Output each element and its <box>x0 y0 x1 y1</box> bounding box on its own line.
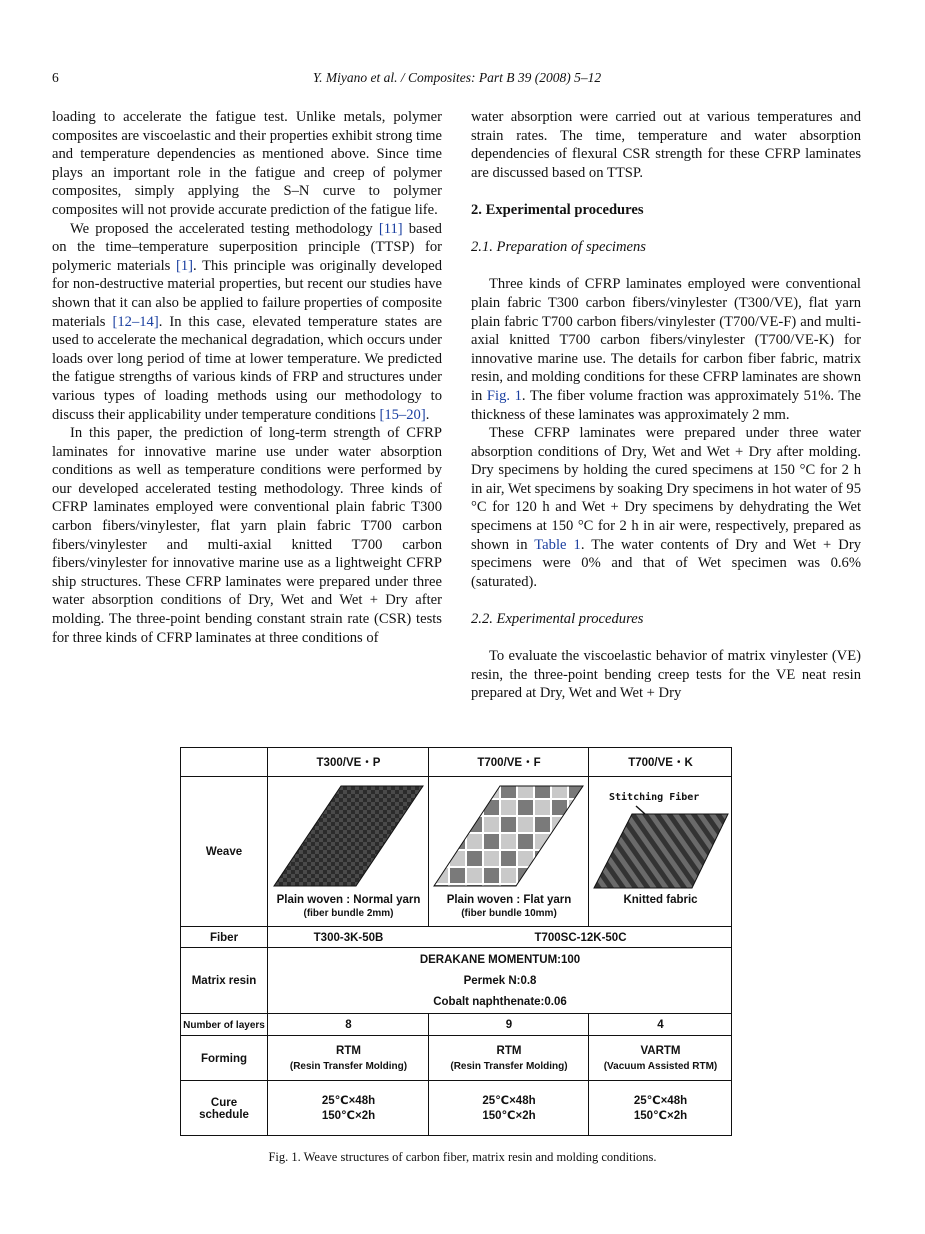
weave-label-flat: Plain woven : Flat yarn (fiber bundle 10mm) <box>446 894 572 919</box>
stitching-fiber-label: Stitching Fiber <box>609 792 700 803</box>
citation-link[interactable]: [1] <box>176 257 194 274</box>
subsection-heading: 2.2. Experimental procedures <box>471 611 644 628</box>
forming-t700-k: VARTM (Vacuum Assisted RTM) <box>603 1044 718 1072</box>
citation-link[interactable]: [11] <box>378 220 403 237</box>
subsection-heading: 2.1. Preparation of specimens <box>471 239 646 256</box>
paragraph: Three kinds of CFRP laminates employed were conventional plain fabric T300 carbon fibers/vinylester (T300/VE), flat yarn plain fabric T700 carbon fibers/vinylester (T700/VE-F) and multi-axial knitted T700 carbon fibers/vinylester (T700/VE-K) for innovative marine use. The details for carbon fiber fabric, matrix resin, and molding conditions for these CFRP laminates are shown in Fig. 1. The fiber volume fraction was approximately 51%. The thickness of these laminates was approximately 2 mm. <box>471 276 862 423</box>
table-link[interactable]: Table 1 <box>534 536 581 553</box>
fiber-t700: T700SC-12K-50C <box>534 931 627 944</box>
paragraph: loading to accelerate the fatigue test. Unlike metals, polymer composites are viscoelastic and their properties exhibit strong time and temperature dependencies as mentioned above. Since time plays an important role in the fatigue and creep of polymer composites, simply applying the S–N curve to polymer composites will not provide accurate prediction of the fatigue life. <box>52 109 442 218</box>
col-header-t700-k: T700/VE・K <box>628 757 693 769</box>
figure-1-table <box>180 747 732 1136</box>
paragraph: We proposed the accelerated testing methodology [11] based on the time–temperature superposition principle (TTSP) for polymeric materials [1]. This principle was originally developed for non-destructive material properties, but recent our studies have shown that it can also be applied to failure properties of composite materials [12–14]. In this case, elevated temperature states are used to accelerate the mechanical degradation, which occurs under loads over long period of time at lower temperature. We predicted the fatigue strengths of various kinds of FRP and structures under various types of loading methods using our methodology to discuss their applicability under temperature conditions [15–20]. <box>52 220 442 423</box>
col-header-t700-f: T700/VE・F <box>477 757 541 769</box>
row-label-layers: Number of layers <box>183 1019 265 1031</box>
weave-label-knitted: Knitted fabric <box>623 894 698 906</box>
cure-t700-k: 25℃×48h 150℃×2h <box>633 1094 688 1122</box>
paragraph: water absorption were carried out at various temperatures and strain rates. The time, temperature and water absorption dependencies of flexural CSR strength for these CFRP laminates are discussed based on TTSP. <box>471 109 861 181</box>
plain-weave-normal-image <box>271 782 426 890</box>
page-number: 6 <box>52 70 59 85</box>
cure-t700-f: 25℃×48h 150℃×2h <box>482 1094 536 1122</box>
layers-t700-k: 4 <box>657 1019 664 1031</box>
running-title: Y. Miyano et al. / Composites: Part B 39 (2008) 5–12 <box>312 70 602 85</box>
plain-weave-flat-image <box>432 782 586 890</box>
forming-t300: RTM (Resin Transfer Molding) <box>289 1044 408 1072</box>
figure-caption: Fig. 1. Weave structures of carbon fiber, matrix resin and molding conditions. <box>268 1150 657 1164</box>
section-heading: 2. Experimental procedures <box>471 201 644 218</box>
matrix-resin-recipe: DERAKANE MOMENTUM:100 Permek N:0.8 Cobalt naphthenate:0.06 <box>419 953 581 1008</box>
paragraph: In this paper, the prediction of long-term strength of CFRP laminates for innovative marine use under water absorption conditions as well as temperature conditions were performed by our developed accelerated testing methodology. Three kinds of CFRP laminates employed were conventional plain fabric T300 carbon fibers/vinylester, flat yarn plain fabric T700 carbon fibers/vinylester and multi-axial knitted T700 carbon fibers/vinylester for innovative marine use as a lightweight CFRP ship structures. These CFRP laminates were prepared under three water absorption conditions of Dry, Wet and Wet + Dry after molding. The three-point bending constant strain rate (CSR) tests for three kinds of CFRP laminates at three conditions of <box>52 425 442 646</box>
row-label-weave: Weave <box>205 846 243 858</box>
paragraph: These CFRP laminates were prepared under three water absorption conditions of Dry, Wet and Wet + Dry after molding. Dry specimens by holding the cured specimens at 150 °C for 2 h in air, Wet specimens by soaking Dry specimens in hot water of 95 °C for 120 h and Wet + Dry specimens by dehydrating the Wet specimens at 150 °C for 2 h in air were, respectively, prepared as shown in Table 1. The water contents of Dry and Wet + Dry specimens were 0% and that of Wet specimen was 0.6% (saturated). <box>471 425 861 590</box>
citation-link[interactable]: [12–14] <box>112 313 159 330</box>
cure-t300: 25℃×48h 150℃×2h <box>321 1094 376 1122</box>
right-column <box>471 108 861 703</box>
fiber-t300: T300-3K-50B <box>313 931 384 944</box>
row-label-forming: Forming <box>201 1052 247 1065</box>
knitted-fabric-image <box>592 804 730 890</box>
row-label-cure: Cure schedule <box>199 1096 249 1121</box>
paragraph: To evaluate the viscoelastic behavior of matrix vinylester (VE) resin, the three-point bending creep tests for the VE neat resin prepared at Dry, Wet and Wet + Dry <box>471 648 861 702</box>
layers-t300: 8 <box>345 1019 352 1031</box>
figure-link[interactable]: Fig. 1 <box>486 387 522 404</box>
citation-link[interactable]: [15–20] <box>379 406 426 423</box>
row-label-matrix: Matrix resin <box>191 975 257 987</box>
weave-label-normal: Plain woven : Normal yarn (fiber bundle 2mm) <box>276 894 421 919</box>
row-label-fiber: Fiber <box>209 931 239 944</box>
running-header <box>52 70 862 88</box>
left-column <box>52 108 442 647</box>
layers-t700-f: 9 <box>505 1019 513 1031</box>
col-header-t300: T300/VE・P <box>316 757 381 769</box>
forming-t700-f: RTM (Resin Transfer Molding) <box>450 1044 568 1072</box>
